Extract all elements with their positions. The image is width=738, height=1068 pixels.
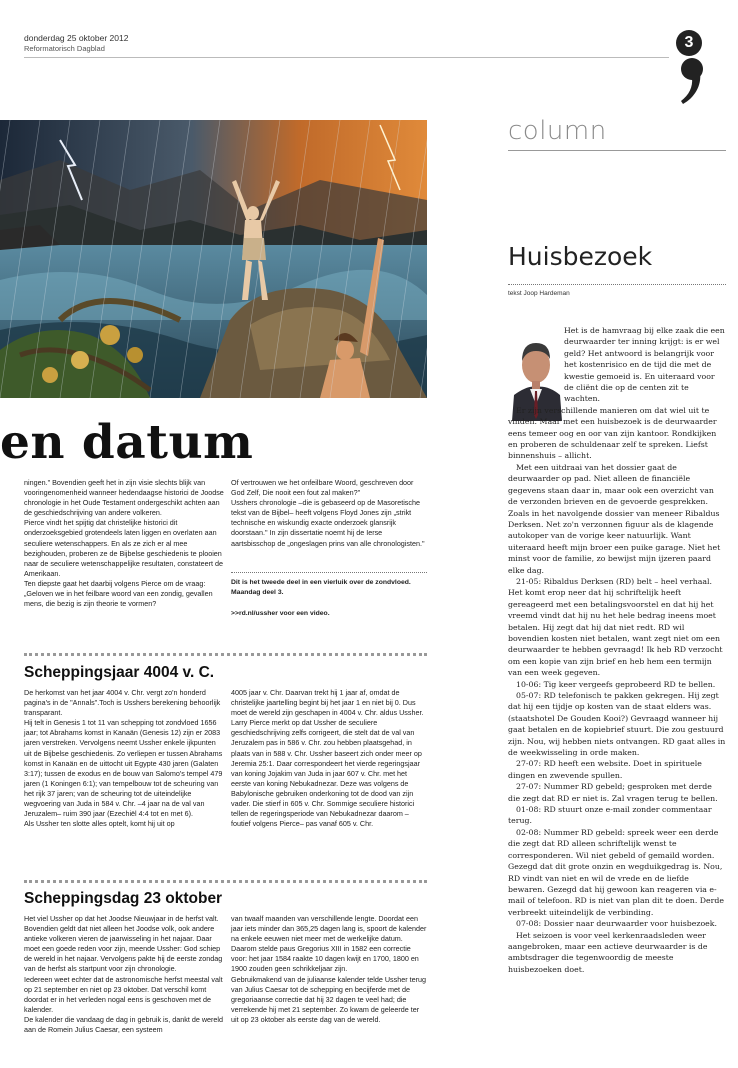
column-para-6: 05-07: RD telefonisch te pakken gekregen. Hij zegt dat hij een tijdje op kosten van de staat elders was. (staatshotel De Gouden Kooi?) Gevraagd wanneer hij gaat betalen en de kopiebrief stuurt. Die zou gestuurd zijn. Nou, wij hebben niets ontvangen. RD gaat alles in de weekwisseling in orde maken. xyxy=(508,691,726,758)
column-para-3: Met een uitdraai van het dossier gaat de deurwaarder op pad. Niet alleen de financiële gegevens staan daar in, maar ook een overzicht van de verzonden brieven en de gevoerde gesprekken. Zoals in het navolgende dossier van meneer Ribaldus Derksen. Net zo'n verzonnen figuur als de klagende autokoper van de vorige keer natuurlijk. Want uiteraard heeft mijn broer een puike garage. Niet het minst voor de familie, zo bewijst mijn ijzeren paard elke dag. xyxy=(508,462,721,575)
column-body xyxy=(508,325,726,975)
column-author: tekst Joop Hardeman xyxy=(508,290,570,297)
column-label: column xyxy=(508,116,607,146)
section1-column-1 xyxy=(24,688,224,829)
section2-col2-text: van twaalf maanden van verschillende lengte. Doordat een jaar iets minder dan 365,25 dagen lang is, spoort de kalender na enkele eeuwen niet meer met de werkelijke datum. Daarom stelde paus Gregorius XIII in 1582 een correctie voor: het jaar 1584 raakte 10 dagen kwijt en 1700, 1800 en 1900 zouden geen schrikkeljaar zijn. Gebruikmakend van de juliaanse kalender telde Ussher terug van Julius Caesar tot de schepping en becijferde met de gregoriaanse correctie dat hij 32 dagen te veel had; die verrekende hij met 21 september. Zo kwam de geleerde ter uit op 23 oktober als eerste dag van de wereld. xyxy=(231,914,427,1024)
comma-logo-icon xyxy=(680,58,704,106)
column-para-12: Het seizoen is voor veel kerkenraadsleden weer aangebroken, maar een actieve deurwaarder is de ambtsdrager die tegenwoordig de meeste huisbezoeken doet. xyxy=(508,930,708,974)
column-para-7: 27-07: RD heeft een website. Doet in spirituele dingen en zwevende spullen. xyxy=(508,759,702,780)
column-title: Huisbezoek xyxy=(508,242,653,271)
section2-column-2 xyxy=(231,914,427,1025)
column-para-4: 21-05: Ribaldus Derksen (RD) belt – heel verhaal. Het komt erop neer dat hij schriftelijk heeft gereageerd met een betalingsvoorstel en dat hij het vreemd vindt dat hij nu het hele bedrag ineens moet betalen. Hij zegt dat hij dat niet redt. RD wil bovendien kosten niet betalen, want zegt niet om een deurwaarder te hebben gevraagd! Ik heb RD verzocht om een kopie van zijn brief en heb hem een termijn van een week gegeven. xyxy=(508,576,723,678)
header-date: donderdag 25 oktober 2012 xyxy=(24,33,129,43)
intro-column-2 xyxy=(231,478,427,549)
column-para-11: 07-08: Dossier naar deurwaarder voor huisbezoek. xyxy=(516,919,717,929)
column-para-5: 10-06: Tig keer vergeefs geprobeerd RD te bellen. xyxy=(516,679,716,689)
section1-column-2 xyxy=(231,688,427,829)
section2-column-1 xyxy=(24,914,224,1035)
column-rule xyxy=(508,150,726,151)
section2-title: Scheppingsdag 23 oktober xyxy=(24,890,223,907)
column-para-10: 02-08: Nummer RD gebeld: spreek weer een derde die zegt dat RD alleen schriftelijk wenst te corresponderen. Wil niet gebeld of gemaild worden. Gezegd dat dit grote onzin en wegduikgedrag is. Nou, RD vindt van niet en wil de vrede en de liefde bewaren. Gezegd dat hij gewoon kan reageren via e-mail of telefoon. RD is niet van plan dit te doen. Derde verbreekt uiteindelijk de verbinding. xyxy=(508,827,724,917)
section2-divider xyxy=(24,880,427,883)
header-paper-name: Reformatorisch Dagblad xyxy=(24,44,105,53)
header-rule xyxy=(24,57,669,58)
section1-col1-text: De herkomst van het jaar 4004 v. Chr. vergt zo'n honderd pagina's in de "Annals".Toch is Usshers berekening behoorlijk transparant. Hij telt in Genesis 1 tot 11 van schepping tot zondvloed 1656 jaar; tot Abrahams komst in Kanaän (Genesis 12) zijn er 2083 jaren verstreken. Vervolgens neemt Ussher enkele ijkpunten uit de Bijbelse geschiedenis. Zo verliepen er tussen Abrahams komst in Kanaän en de uittocht uit Egypte 430 jaren (Galaten 3:17); tussen de exodus en de bouw van Salomo's tempel 479 jaren (1 Koningen 6:1); van tempelbouw tot de scheuring van het rijk 37 jaren; van de scheuring tot de uiteindelijke wegvoering van Juda in 584 v. Chr. –4 jaar na de val van Jeruzalem– ruim 390 jaar (Ezechiël 4:4 tot en met 6). Als Ussher ten slotte alles optelt, komt hij uit op xyxy=(24,688,223,829)
video-link[interactable]: >>rd.nl/ussher voor een video. xyxy=(231,610,330,617)
column-para-8: 27-07: Nummer RD gebeld; gesproken met derde die zegt dat RD er niet is. Zal vragen terug te bellen. xyxy=(508,782,718,803)
flood-illustration xyxy=(0,120,427,398)
section1-title: Scheppingsjaar 4004 v. C. xyxy=(24,664,215,681)
intro-col1-text: ningen." Bovendien geeft het in zijn visie slechts blijk van vooringenomenheid wanneer hedendaagse historici de Joodse chronologie in het Oude Testament ondergeschikt achten aan de geschiedschrijving van andere volkeren. Pierce vindt het spijtig dat christelijke historici dit onderzoeksgebied grotendeels laten liggen en overlaten aan seculiere wetenschappers. En als ze zich er al mee bezighouden, proberen ze de Bijbelse geschiedenis te plooien naar de seculiere wetenschappelijke resultaten, constateert de Amerikaan. Ten diepste gaat het daarbij volgens Pierce om de vraag: „Geloven we in het feilbare woord van een zondig, gevallen mens, die bezig is zijn theorie te vormen? xyxy=(24,478,224,609)
page-number-badge: 3 xyxy=(676,30,702,56)
column-para-2: Er zijn verschillende manieren om dat wiel uit te vinden. Maar met een huisbezoek is de deurwaarder eens temeer oog en oor van zijn kantoor. Rondkijken en proberen de schuldenaar zelf te spreken. Liefst binnenshuis – allicht. xyxy=(508,405,717,461)
column-title-divider xyxy=(508,284,726,285)
intro-col2-text: Of vertrouwen we het onfeilbare Woord, geschreven door God Zelf, Die nooit een fout zal maken?" Usshers chronologie –die is gebaseerd op de Masoretische tekst van de Bijbel– heeft volgens Floyd Jones zijn „strikt technische en wiskundig exacte onderzoek glansrijk doorstaan." In zijn dissertatie noemt hij de Ierse aartsbisschop de „ongeslagen prins van alle chronologisten." xyxy=(231,478,425,548)
series-note: Dit is het tweede deel in een vierluik over de zondvloed. Maandag deel 3. xyxy=(231,579,411,596)
section2-col1-text: Het viel Ussher op dat het Joodse Nieuwjaar in de herfst valt. Bovendien geldt dat niet alleen het Joodse volk, ook andere antieke volkeren vieren de jaarwisseling in het najaar. Daar moet een goede reden voor zijn, meende Ussher: God schiep de wereld in het najaar. Vervolgens pakte hij de eerste zondag van de herfst als startpunt voor zijn chronologie. Iedereen weet echter dat de astronomische herfst meestal valt op 21 september en niet op 23 oktober. Dat verschil komt doordat er in het verleden nogal eens is geschoven met de kalender. De kalender die vandaag de dag in gebruik is, dankt de wereld aan de Romein Julius Caesar, een systeem xyxy=(24,914,223,1035)
column-para-9: 01-08: RD stuurt onze e-mail zonder commentaar terug. xyxy=(508,805,712,826)
section1-divider xyxy=(24,653,427,656)
column-para-1: Het is de hamvraag bij elke zaak die een deurwaarder ter inning krijgt: is er wel geld? Het antwoord is belangrijk voor het kostenrisico en de tijd die met de kwestie gemoeid is. En uiteraard voor de cliënt die op de centen zit te wachten. xyxy=(564,326,725,404)
article-headline: en datum xyxy=(0,415,254,470)
intro-column-1 xyxy=(24,478,224,609)
section1-col2-text: 4005 jaar v. Chr. Daarvan trekt hij 1 jaar af, omdat de christelijke jaartelling begint bij het jaar 1 en niet bij 0. Dus moet de wereld zijn geschapen in 4004 v. Chr. aldus Ussher. Larry Pierce merkt op dat Ussher de seculiere geschiedschrijving zelfs corrigeert, die stelt dat de val van Jeruzalem pas in 586 v. Chr. zou hebben plaatsgehad, in plaats van in 588 v. Chr. Ussher baseert zich onder meer op Jeremia 25:1. Daar correspondeert het vierde regeringsjaar van koning Jojakim van Juda in jaar 607 v. Chr. met het eerste van koning Nebukadnezar. Deze was volgens de Babylonische gebruiken onderkoning tot de dood van zijn vader. Die stierf in 605 v. Chr. Sommige seculiere historici tellen de regeringsperiode van Nebukadnezar daarom –foutief volgens Pierce– pas vanaf 605 v. Chr. xyxy=(231,688,424,829)
note-divider xyxy=(231,572,427,573)
